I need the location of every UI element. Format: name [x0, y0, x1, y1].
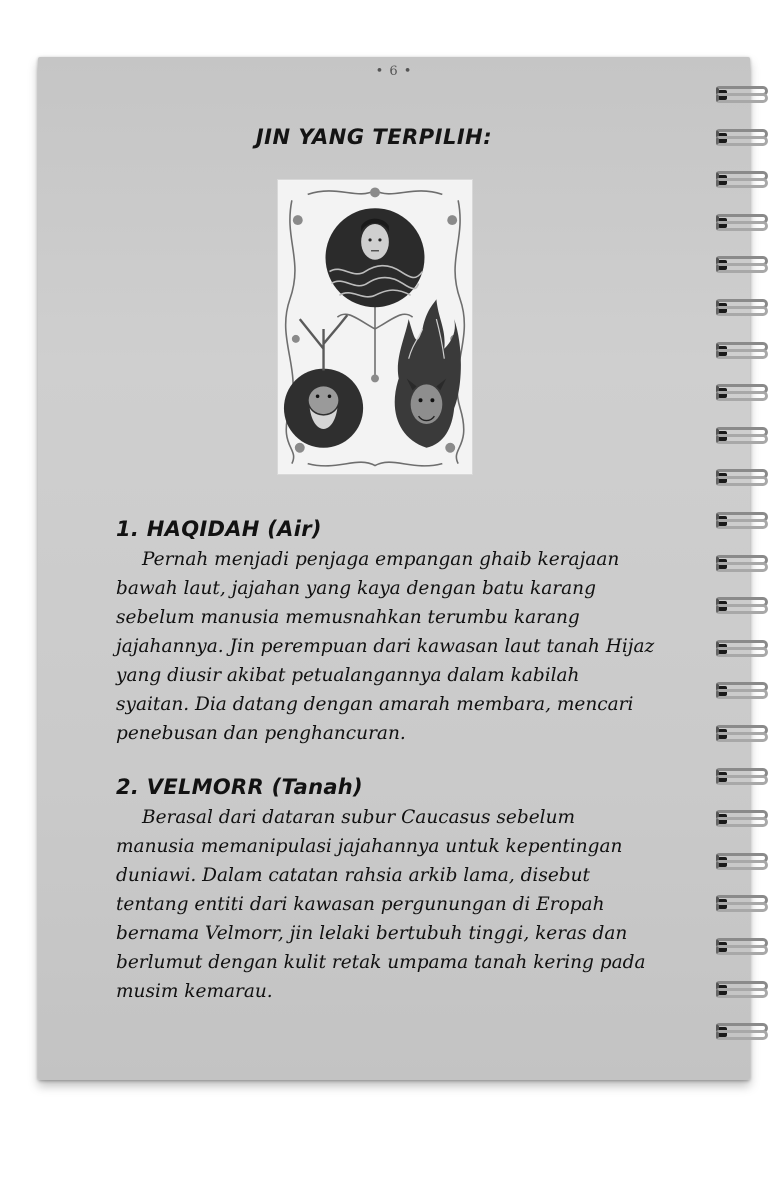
- wire-loop: [716, 391, 768, 401]
- wire-loop: [716, 136, 768, 146]
- spiral-ring: [712, 1021, 768, 1043]
- wire-loop: [716, 732, 768, 742]
- wire-loop: [716, 519, 768, 529]
- spiral-ring: [712, 425, 768, 447]
- spiral-ring: [712, 979, 768, 1001]
- wire-loop: [716, 689, 768, 699]
- spiral-ring: [712, 766, 768, 788]
- wire-loop: [716, 93, 768, 103]
- section-body: Berasal dari dataran subur Caucasus sebelum manusia memanipulasi jajahannya untuk kepentingan duniawi. Dalam catatan rahsia arkib lama, disebut tentang entiti dari kawasan pergunungan di Eropah bernama Velmorr, jin lelaki bertubuh tinggi, keras dan berlumut dengan kulit retak umpama tanah kering pada musim kemarau.: [116, 807, 646, 1002]
- spiral-ring: [712, 169, 768, 191]
- section-heading: 1. HAQIDAH (Air): [116, 517, 322, 541]
- wire-loop: [716, 902, 768, 912]
- section-haqidah: [116, 517, 656, 748]
- spiral-ring: [712, 936, 768, 958]
- page-number: • 6 •: [375, 64, 413, 79]
- spiral-ring: [712, 893, 768, 915]
- wire-loop: [716, 434, 768, 444]
- spiral-ring: [712, 254, 768, 276]
- wire-loop: [716, 604, 768, 614]
- spiral-ring: [712, 851, 768, 873]
- wire-loop: [716, 647, 768, 657]
- section-body: Pernah menjadi penjaga empangan ghaib kerajaan bawah laut, jajahan yang kaya dengan batu karang sebelum manusia memusnahkan terumbu karang jajahannya. Jin perempuan dari kawasan laut tanah Hijaz yang diusir akibat petualangannya dalam kabilah syaitan. Dia datang dengan amarah membara, mencari penebusan dan penghancuran.: [116, 549, 655, 744]
- wire-loop: [716, 306, 768, 316]
- spiral-ring: [712, 382, 768, 404]
- wire-loop: [716, 562, 768, 572]
- wire-loop: [716, 263, 768, 273]
- spiral-binding: [712, 84, 768, 1054]
- wire-loop: [716, 476, 768, 486]
- spiral-ring: [712, 638, 768, 660]
- spiral-ring: [712, 723, 768, 745]
- spiral-ring: [712, 127, 768, 149]
- spiral-ring: [712, 212, 768, 234]
- spiral-ring: [712, 808, 768, 830]
- three-jinn-portraits-illustration: [277, 179, 473, 475]
- spiral-ring: [712, 340, 768, 362]
- section-heading: 2. VELMORR (Tanah): [116, 775, 363, 799]
- spiral-ring: [712, 467, 768, 489]
- wire-loop: [716, 1030, 768, 1040]
- notebook-page: [38, 57, 750, 1080]
- spiral-ring: [712, 595, 768, 617]
- wire-loop: [716, 945, 768, 955]
- wire-loop: [716, 349, 768, 359]
- wire-loop: [716, 860, 768, 870]
- spiral-ring: [712, 680, 768, 702]
- wire-loop: [716, 775, 768, 785]
- spiral-ring: [712, 510, 768, 532]
- illustration-drawing: [278, 180, 472, 474]
- page-title: JIN YANG TERPILIH:: [255, 125, 493, 149]
- spiral-ring: [712, 84, 768, 106]
- wire-loop: [716, 817, 768, 827]
- wire-loop: [716, 178, 768, 188]
- spiral-ring: [712, 553, 768, 575]
- wire-loop: [716, 221, 768, 231]
- wire-loop: [716, 988, 768, 998]
- spiral-ring: [712, 297, 768, 319]
- section-velmorr: [116, 775, 656, 1006]
